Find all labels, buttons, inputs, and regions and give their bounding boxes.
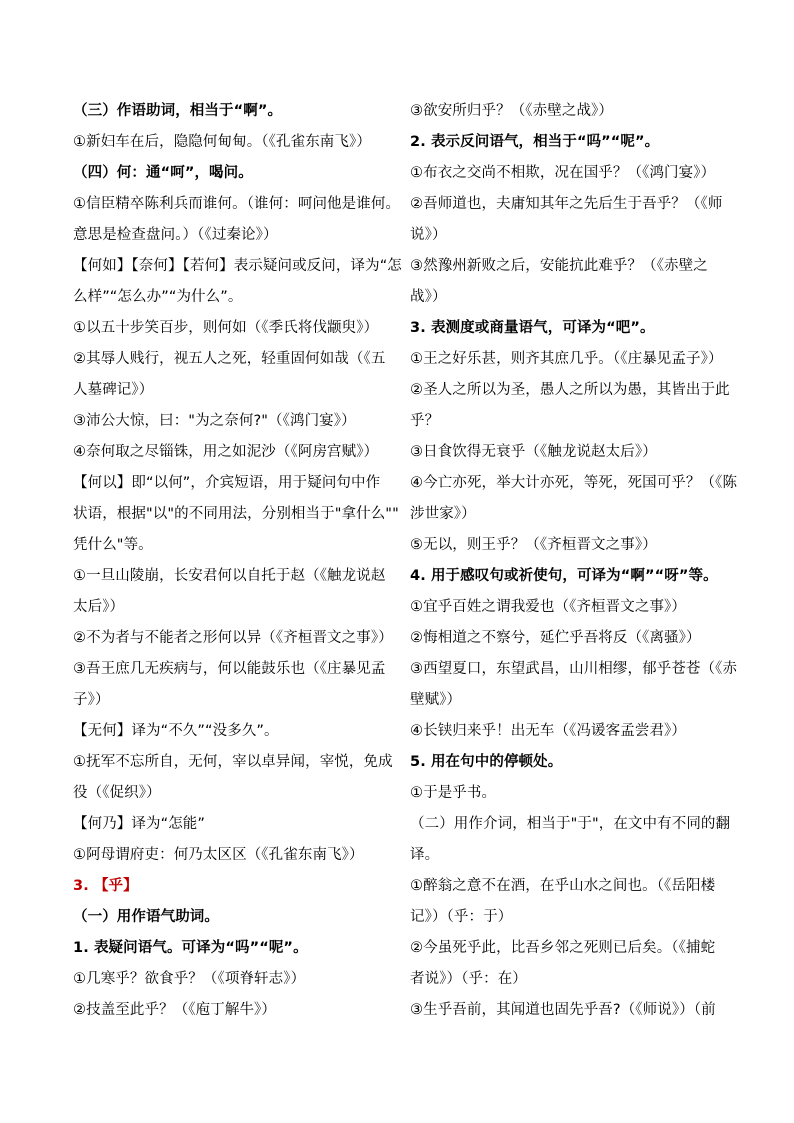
text-line: ③西望夏口，东望武昌，山川相缪，郁乎苍苍（《赤 [410,661,738,677]
text-line: ①布衣之交尚不相欺，况在国乎？（《鸿门宴》） [410,165,716,181]
text-line: ③日食饮得无衰乎（《触龙说赵太后》） [410,444,657,460]
text-line: 5. 用在句中的停顿处。 [410,754,563,770]
text-line: 状语，根据"以"的不同用法，分别相当于"拿什么"" [73,506,399,522]
text-line: （二）用作介词，相当于"于"，在文中有不同的翻 [410,816,731,832]
text-line: 4. 用于感叹句或祈使句，可译为“啊”“呀”等。 [410,568,718,584]
text-line: 3. 表测度或商量语气，可译为“吧”。 [410,320,655,336]
text-line: ②悔相道之不察兮，延伫乎吾将反（《离骚》） [410,630,701,646]
text-line: 意思是检查盘问。）（《过秦论》） [73,227,278,243]
text-line: 译。 [410,847,440,863]
text-line: ②吾师道也，夫庸知其年之先后生于吾乎？（《师 [410,196,723,212]
text-line: ③吾王庶几无疾病与，何以能鼓乐也（《庄暴见孟 [73,661,386,677]
text-line: （三）作语助词，相当于“啊”。 [73,103,283,119]
text-line: 涉世家》） [410,506,476,522]
text-line: ③沛公大惊，曰："为之奈何?"（《鸿门宴》） [73,413,356,429]
text-line: 2. 表示反问语气，相当于“吗”“呢”。 [410,134,660,150]
text-line: 【何乃】译为“怎能” [73,816,206,832]
text-line: ④今亡亦死，举大计亦死，等死，死国可乎？（《陈 [410,475,738,491]
text-line: ①以五十步笑百步，则何如（《季氏将伐颛臾》） [73,320,379,336]
text-line: 太后》） [73,599,125,615]
text-line: ①新妇车在后，隐隐何甸甸。（《孔雀东南飞》） [73,134,371,150]
text-line: 【何以】即“以何”，介宾短语，用于疑问句中作 [73,475,381,491]
text-line: 人墓碑记》） [73,382,154,398]
text-line: 1. 表疑问语气。可译为“吗”“呢”。 [73,940,308,956]
text-line: ①几寒乎？欲食乎？（《项脊轩志》） [73,971,306,987]
text-line: 子》） [73,692,110,708]
text-line: ②今虽死乎此，比吾乡邻之死则已后矣。（《捕蛇 [410,940,716,956]
text-line: ③生乎吾前，其闻道也固先乎吾?（《师说》）（前 [410,1002,716,1018]
text-line: ③然豫州新败之后，安能抗此难乎？（《赤壁之 [410,258,708,274]
text-line: 【无何】译为“不久”“没多久”。 [73,723,279,739]
text-line: ①王之好乐甚，则齐其庶几乎。（《庄暴见孟子》） [410,351,723,367]
text-line: 么样”“怎么办”“为什么”。 [73,289,243,305]
text-line: 【何如】【奈何】【若何】表示疑问或反问，译为“怎 [73,258,402,274]
text-line: ①于是乎书。 [410,785,497,801]
text-line: ②其辱人贱行，视五人之死，轻重固何如哉（《五 [73,351,386,367]
text-line: 3. 【乎】 [73,878,138,894]
text-line: （四）何：通“呵”，喝问。 [73,165,253,181]
text-line: 凭什么"等。 [73,537,153,553]
text-line: ①抚军不忘所自，无何，宰以卓异闻，宰悦，免成 [73,754,393,770]
text-line: 役（《促织》） [73,785,161,801]
text-line: 战》） [410,289,447,305]
text-line: （一）用作语气助词。 [73,909,219,925]
text-line: ①醉翁之意不在酒，在乎山水之间也。（《岳阳楼 [410,878,716,894]
text-line: 者说》）（乎：在） [410,971,527,987]
text-line: ④长铗归来乎！出无车（《冯谖客孟尝君》） [410,723,686,739]
left-column [73,96,413,1026]
text-line: ④奈何取之尽锱铢，用之如泥沙（《阿房宫赋》） [73,444,379,460]
text-line: ⑤无以，则王乎？（《齐桓晋文之事》） [410,537,657,553]
text-line: 乎？ [410,413,440,429]
text-line: ①宜乎百姓之谓我爱也（《齐桓晋文之事》） [410,599,686,615]
text-line: 记》）（乎：于） [410,909,513,925]
text-line: 壁赋》） [410,692,462,708]
text-line: ②技盖至此乎？（《庖丁解牛》） [73,1002,276,1018]
right-column [410,96,750,1026]
text-line: ①一旦山陵崩，长安君何以自托于赵（《触龙说赵 [73,568,386,584]
text-line: ③欲安所归乎？（《赤壁之战》） [410,103,613,119]
text-line: ①信臣精卒陈利兵而谁何。（谁何：呵问他是谁何。 [73,196,401,212]
text-line: ①阿母谓府吏：何乃太区区（《孔雀东南飞》） [73,847,364,863]
text-line: 说》） [410,227,447,243]
text-line: ②不为者与不能者之形何以异（《齐桓晋文之事》） [73,630,393,646]
text-line: ②圣人之所以为圣，愚人之所以为愚，其皆出于此 [410,382,730,398]
